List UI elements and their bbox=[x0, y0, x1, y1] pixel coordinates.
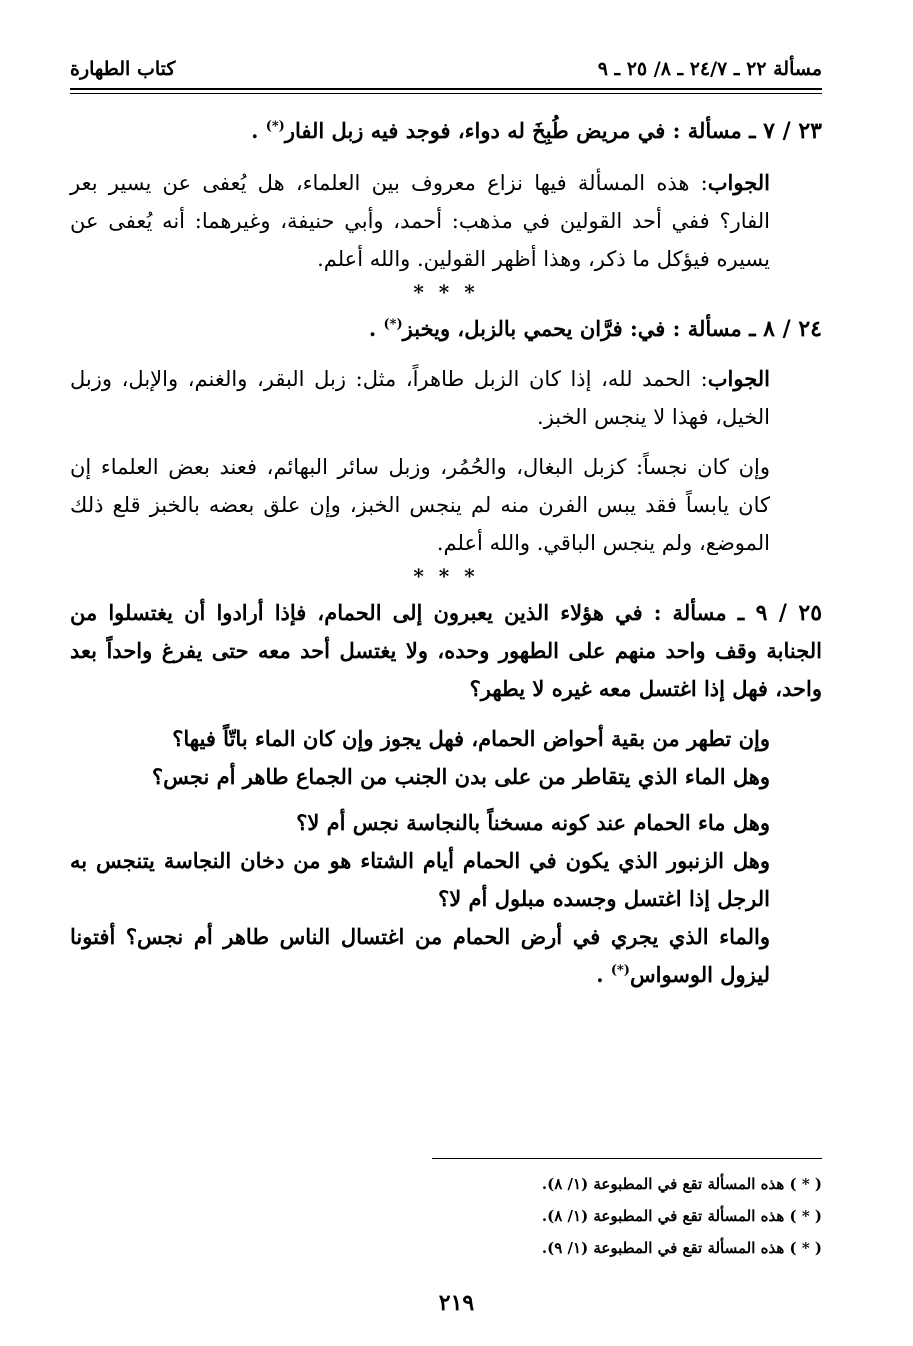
question-25-line: وهل ماء الحمام عند كونه مسخناً بالنجاسة نجس أم لا؟ bbox=[296, 810, 770, 835]
question-text: مسألة : في: فرَّان يحمي بالزبل، ويخبز bbox=[402, 316, 742, 341]
question-number: ٢٣ / ٧ ـ bbox=[749, 118, 822, 144]
page-number: ٢١٩ bbox=[438, 1290, 475, 1316]
answer-label: الجواب bbox=[707, 366, 770, 391]
question-25-line: وإن تطهر من بقية أحواض الحمام، فهل يجوز وإن كان الماء باتّاً فيها؟ bbox=[172, 726, 770, 751]
section-separator: * * * bbox=[413, 280, 479, 304]
footnote-rule bbox=[432, 1158, 822, 1159]
footnote: ( * ) هذه المسألة تقع في المطبوعة (١/ ٨). bbox=[541, 1175, 822, 1193]
header-question-range: مسألة ٢٢ ـ ٢٤/٧ ـ ٨/ ٢٥ ـ ٩ bbox=[597, 58, 822, 80]
question-23: ٢٣ / ٧ ـ مسألة : في مريض طُبِخَ له دواء، فوجد فيه زبل الفار(*) . bbox=[251, 118, 822, 144]
footnote-ref: (*) bbox=[265, 119, 285, 134]
question-24: ٢٤ / ٨ ـ مسألة : في: فرَّان يحمي بالزبل، ويخبز(*) . bbox=[368, 316, 822, 342]
header-book-title: كتاب الطهارة bbox=[70, 58, 176, 80]
answer-23 bbox=[70, 164, 822, 278]
question-25 bbox=[70, 594, 822, 708]
running-header bbox=[70, 52, 822, 86]
question-text: مسألة : في هؤلاء الذين يعبرون إلى الحمام، فإذا أرادوا أن يغتسلوا من الجنابة وقف واحد منهم على الطهور وحده، ولا يغتسل أحد معه حتى يفرغ واحداً بعد واحد، فهل إذا اغتسل معه غيره لا يطهر؟ bbox=[70, 600, 822, 701]
answer-label: الجواب bbox=[707, 170, 770, 195]
footnotes bbox=[70, 1168, 822, 1264]
question-25-line: وهل الماء الذي يتقاطر من على بدن الجنب من الجماع طاهر أم نجس؟ bbox=[152, 764, 770, 789]
question-text: والماء الذي يجري في أرض الحمام من اغتسال الناس طاهر أم نجس؟ أفتونا ليزول الوسواس bbox=[70, 924, 770, 987]
footnote-ref: (*) bbox=[383, 317, 403, 332]
question-25-line: وهل الزنبور الذي يكون في الحمام أيام الشتاء هو من دخان النجاسة يتنجس به الرجل إذا اغتسل وجسده مبلول أم لا؟ bbox=[70, 848, 770, 911]
header-rule bbox=[70, 88, 822, 90]
footnote: ( * ) هذه المسألة تقع في المطبوعة (١/ ٨). bbox=[541, 1207, 822, 1225]
question-number: ٢٤ / ٨ ـ bbox=[749, 316, 822, 342]
question-text: مسألة : في مريض طُبِخَ له دواء، فوجد فيه زبل الفار bbox=[284, 118, 742, 143]
question-25-line: والماء الذي يجري في أرض الحمام من اغتسال الناس طاهر أم نجس؟ أفتونا ليزول الوسواس(*) . bbox=[70, 924, 770, 987]
footnote-ref: (*) bbox=[610, 963, 630, 978]
page-body bbox=[70, 112, 822, 994]
section-separator: * * * bbox=[413, 564, 479, 588]
answer-text: : هذه المسألة فيها نزاع معروف بين العلماء، هل يُعفى عن يسير بعر الفار؟ ففي أحد القولين في مذهب: أحمد، وأبي حنيفة، وغيرهما: أنه يُعفى عن يسيره فيؤكل ما ذكر، وهذا أظهر القولين. والله أعلم. bbox=[70, 171, 770, 271]
footnote: ( * ) هذه المسألة تقع في المطبوعة (١/ ٩). bbox=[541, 1239, 822, 1257]
header-rule-thin bbox=[70, 93, 822, 94]
answer-text: : الحمد لله، إذا كان الزبل طاهراً، مثل: زبل البقر، والغنم، والإبل، وزبل الخيل، فهذا لا ينجس الخبز. bbox=[70, 367, 770, 429]
answer-24 bbox=[70, 360, 822, 436]
answer-24-continued: وإن كان نجساً: كزبل البغال، والحُمُر، وزبل سائر البهائم، فعند بعض العلماء إن كان يابساً فقد يبس الفرن منه لم ينجس الخبز، وإن علق بعضه بالخبز قلع ذلك الموضع، ولم ينجس الباقي. والله أعلم. bbox=[70, 455, 770, 555]
question-number: ٢٥ / ٩ ـ bbox=[737, 600, 823, 626]
